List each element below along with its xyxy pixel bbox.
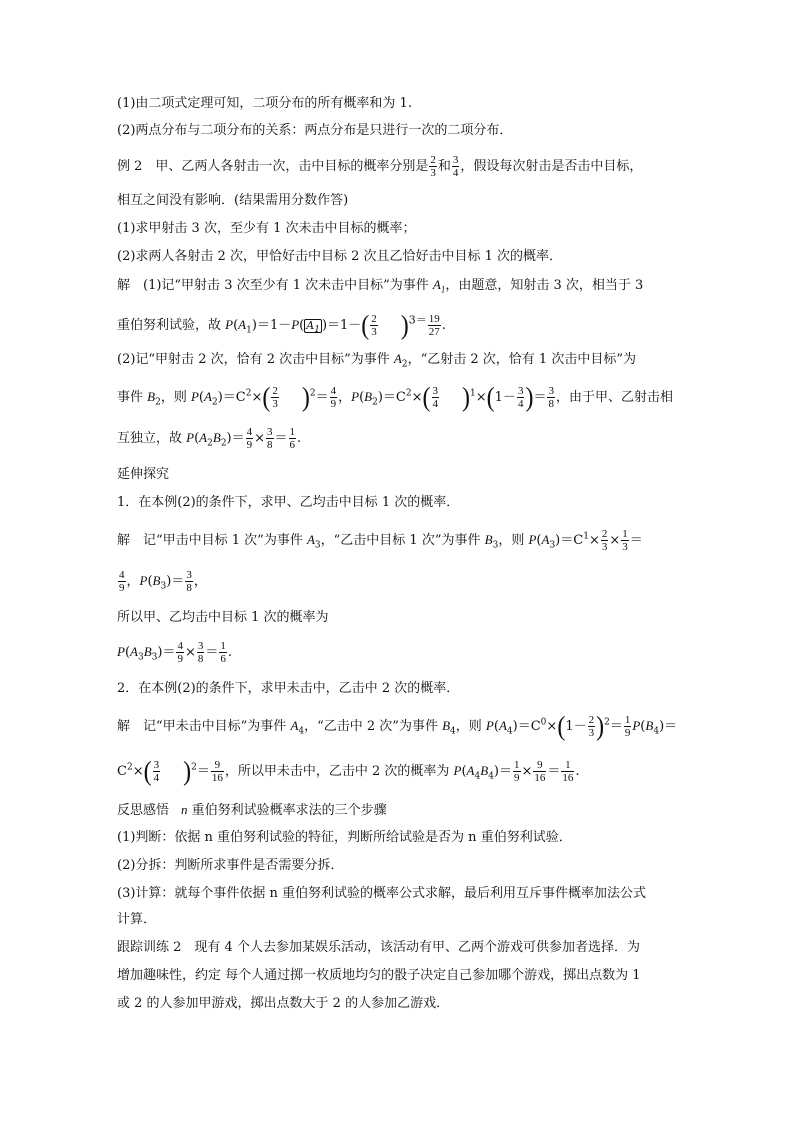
prob-fraction-b: $\frac{3}{4}$	[452, 154, 459, 179]
question-1: (1)求甲射击 3 次，至少有 1 次未击中目标的概率；	[117, 221, 416, 236]
reflection-step-1: (1)判断：依据 n 重伯努利试验的特征，判断所给试验是否为 n 重伯努利试验．	[117, 830, 572, 845]
practice-line-1: 跟踪训练 2 现有 4 个人去参加某娱乐活动，该活动有甲、乙两个游戏可供参加者选择．为	[117, 940, 640, 955]
event-A1: $A_1$	[432, 277, 446, 295]
result-fraction: $\frac{19}{27}$	[428, 313, 440, 338]
solution-1-text-b: ，由题意，知射击 3 次，相当于 3	[445, 278, 644, 293]
extension-solution-1: 解 记“甲击中目标 1 次”为事件 $A_3$，“乙击中目标 1 次”为事件 $B_3$，则 $P(A_3)=C^1\times$ $\frac{2}{3}$ × $\frac{1}{3}$ ＝	[117, 528, 643, 553]
fraction-two-thirds: $\frac{2}{3}$	[371, 313, 377, 338]
extension-solution-1d: $P(A_3B_3)=$ $\frac{4}{9}$ × $\frac{3}{8}$ ＝ $\frac{1}{6}$ .	[117, 640, 233, 665]
question-2: (2)求两人各射击 2 次，甲恰好击中目标 2 次且乙恰好击中目标 1 次的概率．	[117, 249, 563, 264]
p-A1: P	[225, 317, 234, 332]
extension-solution-1c: 所以甲、乙均击中目标 1 次的概率为	[117, 610, 329, 625]
solution-1-text-c: 重伯努利试验，故	[117, 318, 226, 333]
and-word: 和	[437, 159, 451, 174]
solution-1-text-a: 解 (1)记“甲射击 3 次至少有 1 次未击中目标”为事件	[117, 278, 433, 293]
practice-line-2: 增加趣味性，约定 每个人通过掷一枚质地均匀的骰子决定自己参加哪个游戏，掷出点数为 1	[117, 968, 641, 983]
reflection-step-3: (3)计算：就每个事件依据 n 重伯努利试验的概率公式求解，最后利用互斥事件概率加法公式	[117, 886, 647, 901]
example-2-text-a: 例 2 甲、乙两人各射击一次，击中目标的概率分别是	[117, 159, 429, 174]
extension-question-1: 1．在本例(2)的条件下，求甲、乙均击中目标 1 次的概率．	[117, 495, 460, 510]
note-line-2: (2)两点分布与二项分布的关系：两点分布是只进行一次的二项分布．	[117, 123, 513, 138]
example-2-line-2: 相互之间没有影响．(结果需用分数作答)	[117, 193, 349, 208]
example-2-statement	[117, 153, 677, 181]
solution-2-final: 互独立，故 $P(A_2B_2)=$ $\frac{4}{9}$ × $\frac{3}{8}$ ＝ $\frac{1}{6}$ .	[117, 426, 302, 451]
prob-fraction-a: $\frac{2}{3}$	[430, 154, 436, 179]
extension-title: 延伸探究	[117, 467, 170, 482]
reflection-step-3b: 计算．	[117, 912, 157, 927]
power-3: 3＝	[408, 313, 427, 327]
solution-1-formula: 重伯努利试验，故 $P(A_1)=1-P$( $A_1$ )＝1－( $\frac{2}{3}$ )$^{3=}$ $\frac{19}{27}$ .	[117, 310, 446, 341]
example-2-text-b: ，假设每次射击是否击中目标，	[460, 159, 643, 174]
extension-question-2: 2．在本例(2)的条件下，求甲未击中，乙击中 2 次的概率．	[117, 681, 460, 696]
extension-solution-2: 解 记“甲未击中目标”为事件 $A_4$，“乙击中 2 次”为事件 $B_4$，则 $P(A_4)=C^0\times(1-$ $\frac{2}{3}$ )$^2$＝ $\frac{1}{9}$ $P(B_4)=$	[117, 711, 678, 742]
practice-line-3: 或 2 的人参加甲游戏，掷出点数大于 2 的人参加乙游戏．	[117, 996, 450, 1011]
solution-2-line-1: (2)记“甲射击 2 次，恰有 2 次击中目标”为事件 $A_2$，“乙射击 2 次，恰有 1 次击中目标”为	[117, 351, 636, 370]
extension-solution-1b: $\frac{4}{9}$ ，$P(B_3)=$ $\frac{3}{8}$ ，	[119, 569, 207, 594]
note-line-1: (1)由二项式定理可知，二项分布的所有概率和为 1.	[117, 96, 412, 111]
reflection-title: 反思感悟 n 重伯努利试验概率求法的三个步骤	[117, 802, 387, 818]
complement-event-box: $A_1$	[306, 319, 320, 336]
extension-solution-2b: $C^2\times$( $\frac{3}{4}$ )$^2$＝ $\frac{9}{16}$ ，所以甲未击中，乙击中 2 次的概率为 $P(A_4B_4)=$ $\frac{1}{9}$ × $\frac{9}{16}$ ＝ $\frac{1}{16}$ .	[117, 756, 580, 787]
reflection-step-2: (2)分拆：判断所求事件是否需要分拆．	[117, 858, 344, 873]
solution-2-formula: 事件 $B_2$，则 $P(A_2)=C^2\times$( $\frac{2}{3}$ )$^2$＝ $\frac{4}{9}$ ，$P(B_2)=C^2\times$( $\frac{3}{4}$ )$^1$×(1－ $\frac{3}{4}$ )＝ $\frac{3}{8}$ ，由于甲、乙射击相	[117, 382, 673, 413]
solution-1-line-1	[117, 276, 677, 295]
